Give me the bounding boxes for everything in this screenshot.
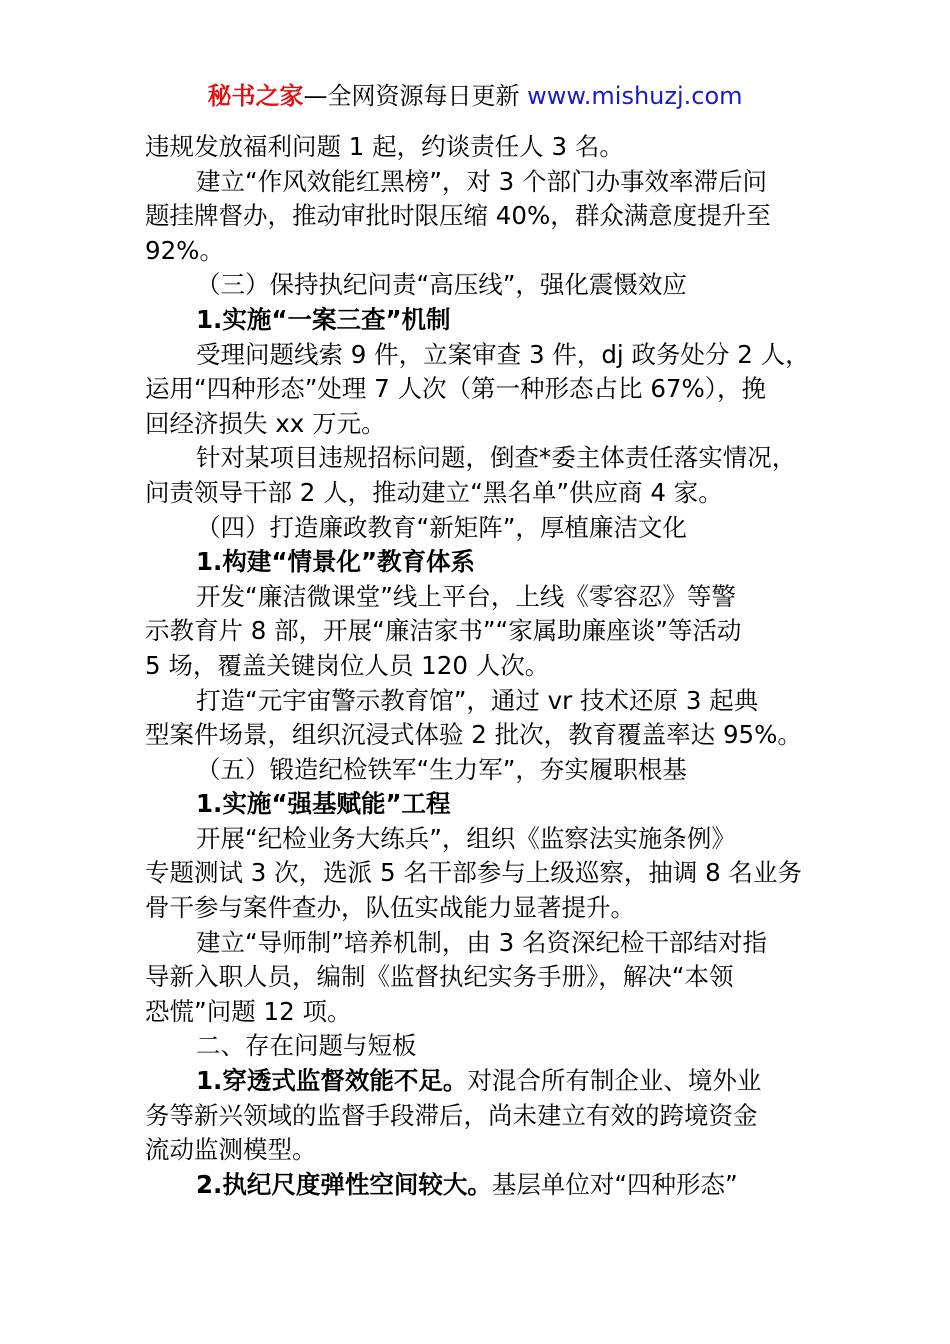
text-line: 务等新兴领域的监督手段滞后，尚未建立有效的跨境资金 xyxy=(145,1100,758,1130)
text-line: 开展“纪检业务大练兵”，组织《监察法实施条例》 xyxy=(196,823,736,853)
text-line xyxy=(145,1168,815,1203)
bold-lead: 1.穿透式监督效能不足。 xyxy=(196,1066,468,1096)
text-line: 型案件场景，组织沉浸式体验 2 批次，教育覆盖率达 95%。 xyxy=(145,720,802,750)
text-line: （五）锻造纪检铁军“生力军”，夯实履职根基 xyxy=(196,754,687,784)
text-line: 1.实施“强基赋能”工程 xyxy=(196,789,451,819)
text-line xyxy=(145,1064,815,1099)
text-line: 恐慌”问题 12 项。 xyxy=(145,996,352,1026)
text-line: 问责领导干部 2 人，推动建立“黑名单”供应商 4 家。 xyxy=(145,477,723,507)
document-body xyxy=(145,130,815,1202)
text-line: 运用“四种形态”处理 7 人次（第一种形态占比 67%），挽 xyxy=(145,374,767,404)
text-line: 回经济损失 xx 万元。 xyxy=(145,408,386,438)
bold-lead: 2.执纪尺度弹性空间较大。 xyxy=(196,1169,492,1199)
text-line: 导新入职人员，编制《监督执纪实务手册》，解决“本领 xyxy=(145,962,734,992)
line-rest: 对混合所有制企业、境外业 xyxy=(467,1066,762,1096)
text-line: （四）打造廉政教育“新矩阵”，厚植廉洁文化 xyxy=(196,512,687,542)
text-line: 流动监测模型。 xyxy=(145,1135,317,1165)
text-line: 二、存在问题与短板 xyxy=(196,1031,417,1061)
site-url[interactable]: www.mishuzj.com xyxy=(527,82,743,110)
text-line: 骨干参与案件查办，队伍实战能力显著提升。 xyxy=(145,893,635,923)
text-line: 示教育片 8 部，开展“廉洁家书”“家属助廉座谈”等活动 xyxy=(145,616,742,646)
text-line: 违规发放福利问题 1 起，约谈责任人 3 名。 xyxy=(145,132,624,161)
text-line: （三）保持执纪问责“高压线”，强化震慑效应 xyxy=(196,270,687,300)
text-line: 92%。 xyxy=(145,235,224,265)
text-line: 题挂牌督办，推动审批时限压缩 40%，群众满意度提升至 xyxy=(145,201,771,231)
site-header xyxy=(0,78,950,114)
text-line: 打造“元宇宙警示教育馆”，通过 vr 技术还原 3 起典 xyxy=(196,685,759,715)
text-line: 5 场，覆盖关键岗位人员 120 人次。 xyxy=(145,650,550,680)
line-rest: 基层单位对“四种形态” xyxy=(491,1169,738,1199)
text-line: 1.构建“情景化”教育体系 xyxy=(196,547,476,577)
text-line: 开发“廉洁微课堂”线上平台，上线《零容忍》等警 xyxy=(196,581,736,611)
text-line: 建立“导师制”培养机制，由 3 名资深纪检干部结对指 xyxy=(196,927,768,957)
text-line: 建立“作风效能红黑榜”，对 3 个部门办事效率滞后问 xyxy=(196,166,768,196)
text-line: 1.实施“一案三查”机制 xyxy=(196,304,451,334)
text-line: 受理问题线索 9 件，立案审查 3 件，dj 政务处分 2 人， xyxy=(196,339,810,369)
text-line: 针对某项目违规招标问题，倒查*委主体责任落实情况， xyxy=(196,443,797,473)
text-line: 专题测试 3 次，选派 5 名干部参与上级巡察，抽调 8 名业务 xyxy=(145,858,802,888)
site-slogan: —全网资源每日更新 xyxy=(303,82,528,110)
brand-name: 秘书之家 xyxy=(207,82,304,110)
